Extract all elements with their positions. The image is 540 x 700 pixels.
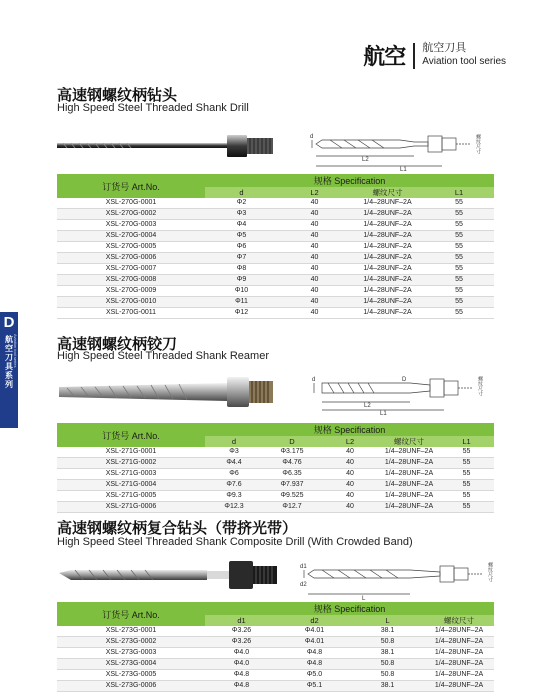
spec-cell: Φ3	[205, 209, 278, 220]
sketch1-label-l2: L2	[362, 157, 369, 163]
art-no-cell: XSL-273G-0005	[57, 670, 205, 681]
spec-cell: 40	[278, 286, 351, 297]
art-no-cell: XSL-271G-0005	[57, 491, 205, 502]
art-no-cell: XSL-270G-0010	[57, 297, 205, 308]
spec-cell: 55	[439, 502, 494, 513]
spec-cell: Φ3.175	[263, 447, 321, 458]
spec-cell: 1/4–28UNF–2A	[351, 198, 424, 209]
specification-header: 规格 Specification	[205, 423, 494, 436]
art-no-cell: XSL-273G-0002	[57, 637, 205, 648]
sketch3-label-l: L	[362, 596, 366, 602]
threaded-shank-drill-photo	[57, 126, 277, 166]
table-row	[57, 637, 494, 648]
spec-cell: Φ4.8	[278, 648, 351, 659]
spec-cell: Φ3.26	[205, 637, 278, 648]
spec-cell: Φ3.26	[205, 626, 278, 637]
column-header: d2	[278, 615, 351, 626]
sketch3-label-thread: 螺纹尺寸	[487, 562, 493, 582]
table-row	[57, 469, 494, 480]
drill-spec-table	[57, 174, 494, 319]
spec-cell: 40	[278, 209, 351, 220]
sketch3-label-d2: d2	[300, 582, 307, 588]
table-body	[57, 626, 494, 692]
art-no-cell: XSL-271G-0004	[57, 480, 205, 491]
spec-cell: 50.8	[351, 637, 424, 648]
composite-drill-photo	[57, 553, 282, 595]
column-header: L1	[439, 436, 494, 447]
spec-cell: 55	[424, 231, 494, 242]
spec-cell: 1/4–28UNF–2A	[351, 253, 424, 264]
art-no-cell: XSL-273G-0003	[57, 648, 205, 659]
spec-cell: 1/4–28UNF–2A	[379, 458, 439, 469]
composite-drill-sketch	[300, 556, 500, 602]
spec-cell: Φ12.3	[205, 502, 263, 513]
table-row	[57, 480, 494, 491]
art-no-header: 订货号 Art.No.	[57, 602, 205, 626]
header-divider	[413, 43, 415, 69]
art-no-cell: XSL-271G-0006	[57, 502, 205, 513]
sketch3-label-d1: d1	[300, 564, 307, 570]
spec-cell: Φ7.937	[263, 480, 321, 491]
art-no-header: 订货号 Art.No.	[57, 174, 205, 198]
sketch1-label-d: d	[310, 134, 314, 140]
side-tab-text-cn: 航空刀具系列	[4, 335, 14, 389]
spec-cell: 1/4–28UNF–2A	[351, 231, 424, 242]
spec-cell: 40	[278, 242, 351, 253]
spec-cell: 55	[439, 491, 494, 502]
table-row	[57, 626, 494, 637]
spec-cell: Φ4.01	[278, 626, 351, 637]
spec-cell: Φ9.3	[205, 491, 263, 502]
art-no-cell: XSL-273G-0004	[57, 659, 205, 670]
section1-title-cn: 高速钢螺纹柄钻头	[57, 86, 178, 104]
spec-cell: 55	[439, 480, 494, 491]
column-header: D	[263, 436, 321, 447]
column-header: 螺纹尺寸	[351, 187, 424, 198]
spec-cell: 1/4–28UNF–2A	[351, 275, 424, 286]
art-no-header: 订货号 Art.No.	[57, 423, 205, 447]
spec-cell: Φ7	[205, 253, 278, 264]
table-row	[57, 447, 494, 458]
spec-cell: Φ12	[205, 308, 278, 319]
spec-cell: 50.8	[351, 659, 424, 670]
spec-cell: 1/4–28UNF–2A	[351, 264, 424, 275]
table-row	[57, 458, 494, 469]
sketch1-label-l1: L1	[400, 167, 407, 172]
spec-cell: 55	[424, 264, 494, 275]
table-row	[57, 648, 494, 659]
column-header: L1	[424, 187, 494, 198]
specification-header: 规格 Specification	[205, 174, 494, 187]
art-no-cell: XSL-270G-0009	[57, 286, 205, 297]
spec-cell: 38.1	[351, 626, 424, 637]
spec-cell: 1/4–28UNF–2A	[424, 681, 494, 692]
spec-cell: 1/4–28UNF–2A	[379, 502, 439, 513]
spec-cell: 1/4–28UNF–2A	[424, 670, 494, 681]
section1-title-en: High Speed Steel Threaded Shank Drill	[57, 102, 249, 114]
column-header: d	[205, 187, 278, 198]
art-no-cell: XSL-270G-0011	[57, 308, 205, 319]
spec-cell: 40	[321, 447, 379, 458]
column-header: L2	[278, 187, 351, 198]
header-title-en: Aviation tool series	[422, 56, 506, 68]
header-text	[422, 42, 506, 68]
spec-cell: Φ6	[205, 469, 263, 480]
table-row	[57, 502, 494, 513]
spec-cell: 1/4–28UNF–2A	[351, 308, 424, 319]
spec-cell: Φ4.8	[205, 670, 278, 681]
table-row	[57, 209, 494, 220]
spec-cell: Φ8	[205, 264, 278, 275]
sketch2-label-l1: L1	[380, 411, 387, 416]
art-no-cell: XSL-271G-0002	[57, 458, 205, 469]
table-row	[57, 659, 494, 670]
spec-cell: 55	[424, 253, 494, 264]
threaded-shank-drill-sketch	[310, 128, 500, 172]
spec-cell: 40	[321, 491, 379, 502]
art-no-cell: XSL-270G-0003	[57, 220, 205, 231]
column-header: L2	[321, 436, 379, 447]
spec-cell: Φ6	[205, 242, 278, 253]
table-row	[57, 275, 494, 286]
spec-cell: 1/4–28UNF–2A	[424, 626, 494, 637]
section2-title-en: High Speed Steel Threaded Shank Reamer	[57, 350, 269, 362]
sketch2-label-d: d	[312, 377, 316, 383]
art-no-cell: XSL-270G-0001	[57, 198, 205, 209]
spec-cell: Φ5.1	[278, 681, 351, 692]
art-no-cell: XSL-271G-0003	[57, 469, 205, 480]
spec-cell: 55	[424, 220, 494, 231]
spec-cell: 1/4–28UNF–2A	[379, 491, 439, 502]
spec-cell: 1/4–28UNF–2A	[379, 469, 439, 480]
section3-title-cn: 高速钢螺纹柄复合钻头（带挤光带）	[57, 519, 298, 537]
spec-cell: Φ7.6	[205, 480, 263, 491]
composite-drill-spec-table	[57, 602, 494, 692]
spec-cell: 55	[424, 308, 494, 319]
spec-cell: Φ9.525	[263, 491, 321, 502]
spec-cell: 40	[321, 469, 379, 480]
art-no-cell: XSL-270G-0004	[57, 231, 205, 242]
spec-cell: 55	[424, 286, 494, 297]
table-row	[57, 297, 494, 308]
spec-cell: 1/4–28UNF–2A	[379, 480, 439, 491]
spec-cell: 40	[278, 253, 351, 264]
spec-cell: Φ4.0	[205, 659, 278, 670]
art-no-cell: XSL-270G-0002	[57, 209, 205, 220]
spec-cell: 55	[424, 209, 494, 220]
spec-cell: 40	[278, 220, 351, 231]
side-chapter-tab	[0, 312, 18, 428]
sketch1-label-thread: 螺纹尺寸	[475, 134, 481, 154]
column-header: L	[351, 615, 424, 626]
spec-cell: 55	[424, 198, 494, 209]
spec-cell: Φ12.7	[263, 502, 321, 513]
sketch2-label-thread: 螺纹尺寸	[477, 376, 483, 396]
table-body	[57, 447, 494, 513]
spec-cell: Φ5	[205, 231, 278, 242]
spec-cell: 55	[424, 242, 494, 253]
spec-cell: Φ4.76	[263, 458, 321, 469]
spec-cell: Φ10	[205, 286, 278, 297]
spec-cell: 38.1	[351, 648, 424, 659]
reamer-spec-table	[57, 423, 494, 513]
threaded-shank-reamer-photo	[57, 366, 277, 420]
spec-cell: Φ2	[205, 198, 278, 209]
spec-cell: 1/4–28UNF–2A	[424, 659, 494, 670]
column-header: 螺纹尺寸	[379, 436, 439, 447]
spec-cell: 40	[321, 480, 379, 491]
spec-cell: Φ4.8	[278, 659, 351, 670]
aviation-logo: 航空	[363, 45, 406, 70]
side-tab-letter: D	[3, 314, 15, 331]
art-no-cell: XSL-270G-0005	[57, 242, 205, 253]
spec-cell: 40	[278, 231, 351, 242]
spec-cell: 40	[278, 275, 351, 286]
spec-cell: 40	[321, 458, 379, 469]
table-row	[57, 198, 494, 209]
art-no-cell: XSL-270G-0007	[57, 264, 205, 275]
spec-cell: 55	[439, 458, 494, 469]
spec-cell: Φ11	[205, 297, 278, 308]
table-body	[57, 198, 494, 319]
art-no-cell: XSL-270G-0008	[57, 275, 205, 286]
spec-cell: Φ6.35	[263, 469, 321, 480]
art-no-cell: XSL-273G-0001	[57, 626, 205, 637]
spec-cell: 55	[439, 447, 494, 458]
spec-cell: 1/4–28UNF–2A	[351, 220, 424, 231]
spec-cell: Φ9	[205, 275, 278, 286]
spec-cell: 38.1	[351, 681, 424, 692]
spec-cell: 1/4–28UNF–2A	[351, 297, 424, 308]
table-row	[57, 264, 494, 275]
spec-cell: 55	[424, 297, 494, 308]
table-row	[57, 231, 494, 242]
section2-title-cn: 高速钢螺纹柄铰刀	[57, 335, 178, 353]
spec-cell: 40	[278, 198, 351, 209]
catalog-header	[363, 40, 506, 71]
spec-cell: 40	[278, 308, 351, 319]
table-row	[57, 491, 494, 502]
specification-header: 规格 Specification	[205, 602, 494, 615]
spec-cell: Φ4.01	[278, 637, 351, 648]
spec-cell: 55	[424, 275, 494, 286]
spec-cell: Φ5.0	[278, 670, 351, 681]
art-no-cell: XSL-273G-0006	[57, 681, 205, 692]
spec-cell: 1/4–28UNF–2A	[351, 209, 424, 220]
sketch2-label-l2: L2	[364, 403, 371, 409]
spec-cell: Φ3	[205, 447, 263, 458]
spec-cell: 40	[321, 502, 379, 513]
column-header: d1	[205, 615, 278, 626]
spec-cell: 40	[278, 297, 351, 308]
spec-cell: 40	[278, 264, 351, 275]
spec-cell: Φ4.8	[205, 681, 278, 692]
side-tab-text-en: Aviation tool series	[13, 334, 18, 368]
table-row	[57, 242, 494, 253]
spec-cell: 1/4–28UNF–2A	[424, 648, 494, 659]
spec-cell: Φ4	[205, 220, 278, 231]
sketch2-label-D: D	[402, 377, 407, 383]
art-no-cell: XSL-270G-0006	[57, 253, 205, 264]
spec-cell: Φ4.4	[205, 458, 263, 469]
header-title-cn: 航空刀具	[422, 42, 467, 55]
spec-cell: 1/4–28UNF–2A	[379, 447, 439, 458]
art-no-cell: XSL-271G-0001	[57, 447, 205, 458]
spec-cell: 1/4–28UNF–2A	[351, 286, 424, 297]
table-row	[57, 308, 494, 319]
column-header: d	[205, 436, 263, 447]
column-header: 螺纹尺寸	[424, 615, 494, 626]
spec-cell: 50.8	[351, 670, 424, 681]
spec-cell: 55	[439, 469, 494, 480]
table-row	[57, 286, 494, 297]
spec-cell: 1/4–28UNF–2A	[424, 637, 494, 648]
table-row	[57, 670, 494, 681]
section3-title-en: High Speed Steel Threaded Shank Composite Drill (With Crowded Band)	[57, 536, 413, 548]
spec-cell: Φ4.0	[205, 648, 278, 659]
table-row	[57, 220, 494, 231]
table-row	[57, 681, 494, 692]
threaded-shank-reamer-sketch	[310, 372, 500, 416]
spec-cell: 1/4–28UNF–2A	[351, 242, 424, 253]
table-row	[57, 253, 494, 264]
